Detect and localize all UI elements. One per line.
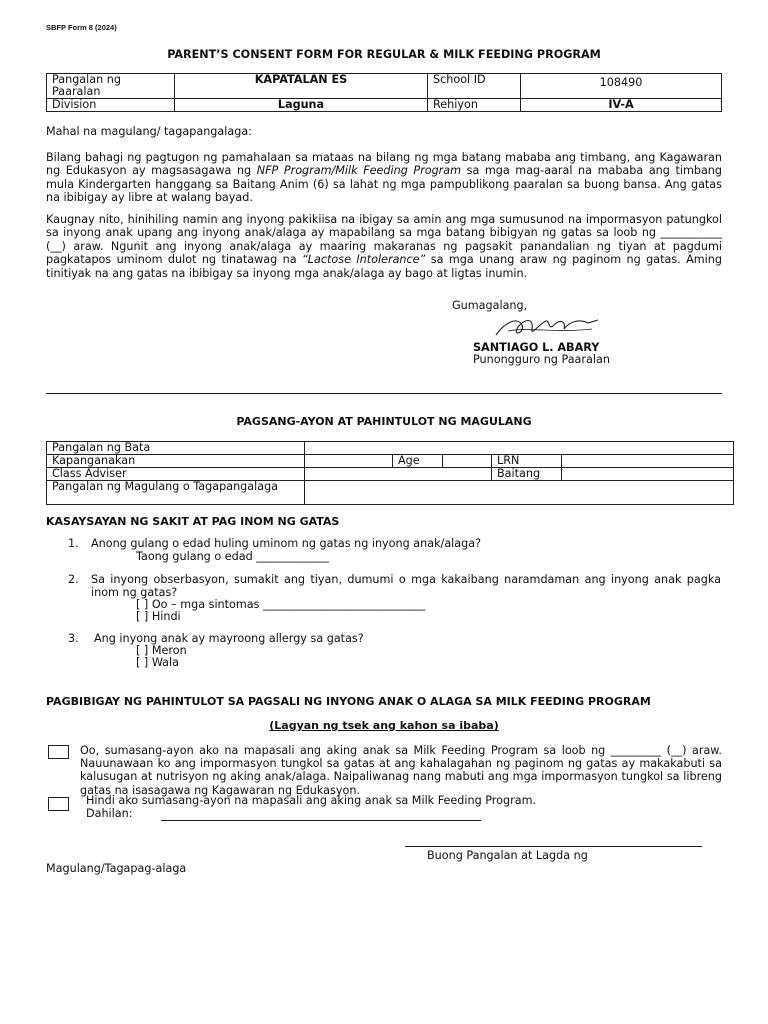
child-name-label: Pangalan ng Bata [47, 442, 305, 455]
grade-label: Baitang [492, 468, 562, 481]
signatory-name: SANTIAGO L. ABARY [473, 341, 600, 354]
lrn-field[interactable] [562, 455, 734, 468]
intro-paragraph [46, 151, 722, 205]
closing: Gumagalang, [452, 299, 528, 312]
region-value: IV-A [521, 99, 722, 112]
child-info-table [46, 441, 734, 505]
intro-text-a: Bilang bahagi ng pagtugon ng pamahalaan sa mataas na bilang ng mga batang mababa ang timbang, ang Kagawaran ng Edukasyon ay magsasagawa ng [46, 151, 722, 178]
principal-signature [488, 311, 604, 343]
division-value: Laguna [175, 99, 428, 112]
reason-line[interactable] [161, 820, 481, 821]
permission-instruction: (Lagyan ng tsek ang kahon sa ibaba) [269, 719, 499, 732]
signature-line[interactable] [405, 846, 702, 847]
lrn-label: LRN [492, 455, 562, 468]
q2-number: 2. [68, 573, 79, 586]
section-divider [46, 393, 722, 394]
request-text-c: sa mga unang araw ng paginom ng gatas. Aming tinitiyak na ang gatas na ibibigay sa inyong mga anak/alaga ay bago at ligtas inumin. [46, 253, 722, 280]
school-name-label: Pangalan ng Paaralan [47, 74, 175, 99]
form-code: SBFP Form 8 (2024) [46, 23, 117, 32]
reason-label: Dahilan: [86, 807, 133, 820]
intro-text-c: sa mga mag-aaral na mababa ang timbang mula Kindergarten hanggang sa Baitang Anim (6) sa lahat ng mga pampublikong paaralan sa buong bansa. Ang gatas na ibibigay ay libre at walang bayad. [46, 164, 722, 205]
consent-title: PAGSANG-AYON AT PAHINTULOT NG MAGULANG [236, 415, 532, 428]
q2-option-no[interactable]: [ ] Hindi [136, 610, 181, 623]
request-text-a: Kaugnay nito, hinihiling namin ang inyong pakikiisa na ibigay sa amin ang mga sumusunod na impormasyon patungkol sa inyong anak upang ang inyong anak/alaga ay mapabilang sa mga batang bibigyan ng gatas sa loob ng ___________ (__) araw. Ngunit ang inyong anak/alaga ay maaring makaranas ng pagsakit panandalian ng tiyan at pagdumi pagkatapos uminom dulot ng tinatawag na [46, 213, 722, 267]
school-id-value: 108490 [521, 74, 722, 99]
adviser-field[interactable] [305, 468, 492, 481]
permission-title: PAGBIBIGAY NG PAHINTULOT SA PAGSALI NG INYONG ANAK O ALAGA SA MILK FEEDING PROGRAM [46, 695, 651, 708]
school-id-label: School ID [428, 74, 521, 99]
q3-number: 3. [68, 632, 79, 645]
signatory-title: Punongguro ng Paaralan [473, 353, 610, 366]
q3-option-no[interactable]: [ ] Wala [136, 656, 180, 669]
greeting: Mahal na magulang/ tagapangalaga: [46, 125, 252, 138]
parent-name-label: Pangalan ng Magulang o Tagapangalaga [47, 481, 305, 505]
request-paragraph [46, 213, 722, 280]
page-title: PARENT’S CONSENT FORM FOR REGULAR & MILK FEEDING PROGRAM [167, 48, 601, 61]
birthdate-label: Kapanganakan [47, 455, 305, 468]
signature-caption: Buong Pangalan at Lagda ng [427, 849, 588, 862]
birthdate-field[interactable] [305, 455, 393, 468]
q3-option-yes[interactable]: [ ] Meron [136, 644, 187, 657]
q2-option-yes[interactable]: [ ] Oo – mga sintomas _____________________________ [136, 598, 426, 611]
q1-number: 1. [68, 537, 79, 550]
q1-answer[interactable]: Taong gulang o edad _____________ [136, 550, 329, 563]
disagree-text: Hindi ako sumasang-ayon na mapasali ang aking anak sa Milk Feeding Program. [86, 794, 537, 807]
school-info-table [46, 73, 722, 112]
grade-field[interactable] [562, 468, 734, 481]
parent-name-field[interactable] [305, 481, 734, 505]
lactose-term: “Lactose Intolerance” [301, 253, 426, 267]
history-title: KASAYSAYAN NG SAKIT AT PAG INOM NG GATAS [46, 515, 340, 528]
adviser-label: Class Adviser [47, 468, 305, 481]
agree-checkbox[interactable] [48, 745, 69, 759]
program-name: NFP Program/Milk Feeding Program [256, 164, 462, 178]
disagree-checkbox[interactable] [48, 797, 69, 811]
q1-text: Anong gulang o edad huling uminom ng gatas ng inyong anak/alaga? [91, 537, 482, 550]
q2-text: Sa inyong obserbasyon, sumakit ang tiyan, dumumi o mga kakaibang naramdaman ang inyong anak pagka inom ng gatas? [91, 573, 721, 599]
division-label: Division [47, 99, 175, 112]
region-label: Rehiyon [428, 99, 521, 112]
school-name-value: KAPATALAN ES [175, 74, 428, 99]
age-field[interactable] [443, 455, 492, 468]
child-name-field[interactable] [305, 442, 734, 455]
agree-text: Oo, sumasang-ayon ako na mapasali ang aking anak sa Milk Feeding Program sa loob ng _________ (__) araw. Nauunawaan ko ang impormasyon tungkol sa gatas at ang kahalagahan ng paginom ng gatas ay makakabuti sa kalusugan at nutrisyon ng aking anak/alaga. Naipaliwanag nang mabuti ang mga impormasyon tungkol sa libreng gatas na isasagawa ng Kagawaran ng Edukasyon. [80, 744, 722, 797]
signature-caption-2: Magulang/Tagapag-alaga [46, 862, 187, 875]
age-label: Age [393, 455, 443, 468]
q3-text: Ang inyong anak ay mayroong allergy sa gatas? [94, 632, 364, 645]
